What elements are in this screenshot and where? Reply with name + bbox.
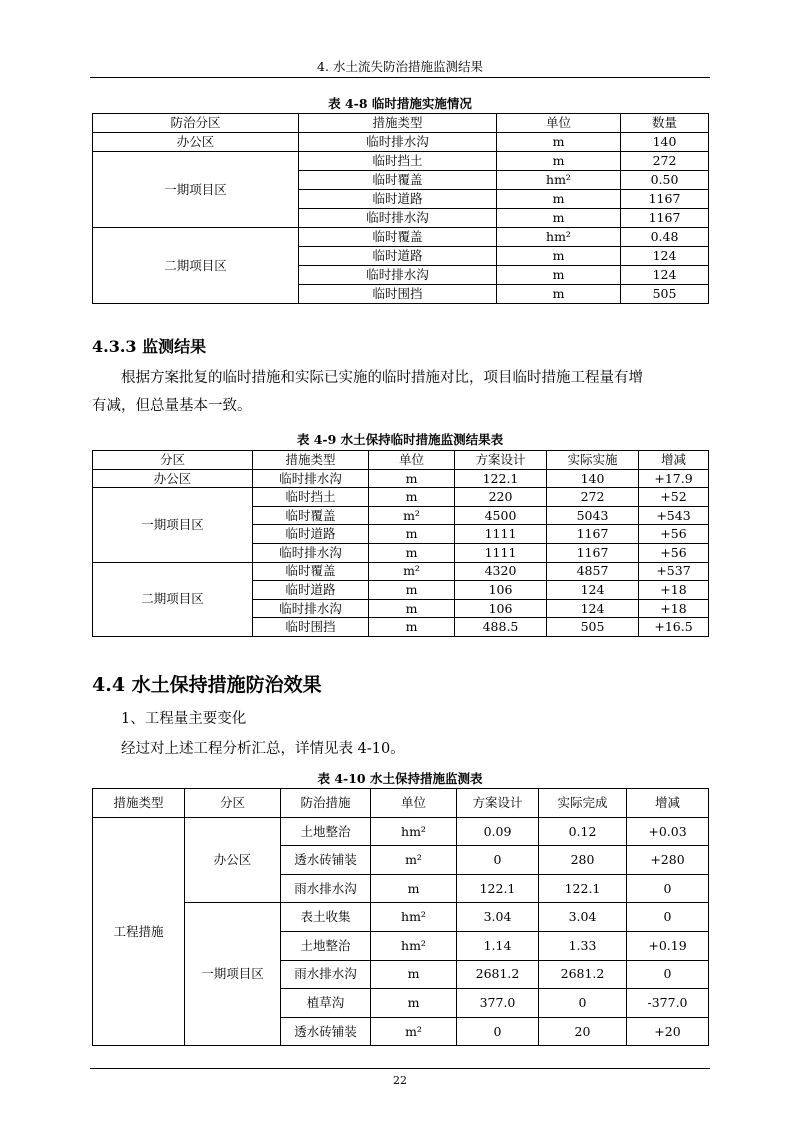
data-cell: m xyxy=(369,543,455,562)
column-header: 措施类型 xyxy=(253,451,369,470)
data-cell: 雨水排水沟 xyxy=(281,874,371,903)
data-cell: m xyxy=(497,133,621,152)
footer-rule xyxy=(90,1068,710,1069)
category-cell: 工程措施 xyxy=(93,817,185,1046)
table-4-8-caption: 表 4-8 临时措施实施情况 xyxy=(328,96,472,111)
column-header: 实际完成 xyxy=(539,789,627,818)
data-cell: m xyxy=(371,960,457,989)
data-cell: +0.19 xyxy=(627,931,709,960)
header-rule xyxy=(90,77,710,78)
data-cell: 0 xyxy=(627,960,709,989)
data-cell: +0.03 xyxy=(627,817,709,846)
data-cell: hm² xyxy=(497,171,621,190)
data-cell: 临时道路 xyxy=(299,190,497,209)
data-cell: 临时挡土 xyxy=(299,152,497,171)
data-cell: 临时围挡 xyxy=(253,618,369,637)
data-cell: -377.0 xyxy=(627,989,709,1018)
table-4-9-caption: 表 4-9 水土保持临时措施监测结果表 xyxy=(296,432,504,447)
data-cell: m² xyxy=(369,506,455,525)
data-cell: 临时道路 xyxy=(253,525,369,544)
table-4-9 xyxy=(92,450,709,637)
header-row xyxy=(93,451,709,470)
data-cell: 124 xyxy=(547,599,639,618)
data-cell: 0.50 xyxy=(621,171,709,190)
data-cell: +543 xyxy=(639,506,709,525)
data-cell: 0.09 xyxy=(457,817,539,846)
table-row xyxy=(93,903,709,932)
data-cell: 临时覆盖 xyxy=(299,228,497,247)
data-cell: m² xyxy=(371,846,457,875)
page-number: 22 xyxy=(393,1074,407,1087)
data-cell: +537 xyxy=(639,562,709,581)
data-cell: 临时排水沟 xyxy=(299,209,497,228)
data-cell: m² xyxy=(369,562,455,581)
table-row xyxy=(93,133,709,152)
data-cell: 280 xyxy=(539,846,627,875)
data-cell: 0 xyxy=(539,989,627,1018)
data-cell: 1167 xyxy=(547,525,639,544)
data-cell: hm² xyxy=(371,931,457,960)
column-header: 方案设计 xyxy=(457,789,539,818)
header-row xyxy=(93,789,709,818)
data-cell: 雨水排水沟 xyxy=(281,960,371,989)
data-cell: 临时排水沟 xyxy=(253,469,369,488)
data-cell: 488.5 xyxy=(455,618,547,637)
zone-cell: 办公区 xyxy=(93,469,253,488)
data-cell: 临时围挡 xyxy=(299,285,497,304)
data-cell: hm² xyxy=(371,817,457,846)
data-cell: 140 xyxy=(621,133,709,152)
data-cell: m xyxy=(497,152,621,171)
data-cell: 5043 xyxy=(547,506,639,525)
running-header: 4. 水土流失防治措施监测结果 xyxy=(317,59,483,74)
data-cell: 4857 xyxy=(547,562,639,581)
data-cell: 表土收集 xyxy=(281,903,371,932)
data-cell: 124 xyxy=(621,247,709,266)
column-header: 措施类型 xyxy=(93,789,185,818)
zone-cell: 一期项目区 xyxy=(93,152,299,228)
data-cell: 土地整治 xyxy=(281,817,371,846)
paragraph-line-2: 有减，但总量基本一致。 xyxy=(92,398,252,414)
data-cell: +17.9 xyxy=(639,469,709,488)
column-header: 措施类型 xyxy=(299,114,497,133)
paragraph-line-1: 根据方案批复的临时措施和实际已实施的临时措施对比，项目临时措施工程量有增 xyxy=(121,370,643,386)
table-row xyxy=(93,562,709,581)
data-cell: 1111 xyxy=(455,525,547,544)
data-cell: 122.1 xyxy=(455,469,547,488)
data-cell: 透水砖铺装 xyxy=(281,846,371,875)
data-cell: 临时排水沟 xyxy=(299,133,497,152)
data-cell: m xyxy=(497,209,621,228)
data-cell: 124 xyxy=(547,581,639,600)
data-cell: 140 xyxy=(547,469,639,488)
data-cell: 0 xyxy=(457,846,539,875)
data-cell: 1.33 xyxy=(539,931,627,960)
paragraph-summary: 经过对上述工程分析汇总，详情见表 4-10。 xyxy=(121,741,405,757)
data-cell: m xyxy=(497,247,621,266)
column-header: 分区 xyxy=(185,789,281,818)
data-cell: 0 xyxy=(627,874,709,903)
column-header: 方案设计 xyxy=(455,451,547,470)
data-cell: m xyxy=(369,525,455,544)
data-cell: 272 xyxy=(547,488,639,507)
data-cell: 1167 xyxy=(547,543,639,562)
column-header: 增减 xyxy=(639,451,709,470)
data-cell: 0 xyxy=(627,903,709,932)
data-cell: m xyxy=(369,581,455,600)
zone-cell: 一期项目区 xyxy=(93,488,253,562)
data-cell: 3.04 xyxy=(539,903,627,932)
data-cell: 272 xyxy=(621,152,709,171)
data-cell: +56 xyxy=(639,543,709,562)
table-row xyxy=(93,469,709,488)
table-4-10-caption: 表 4-10 水土保持措施监测表 xyxy=(317,771,483,786)
data-cell: m xyxy=(497,266,621,285)
data-cell: 377.0 xyxy=(457,989,539,1018)
zone-cell: 办公区 xyxy=(185,817,281,903)
data-cell: +18 xyxy=(639,581,709,600)
data-cell: 临时排水沟 xyxy=(253,543,369,562)
data-cell: 植草沟 xyxy=(281,989,371,1018)
column-header: 单位 xyxy=(371,789,457,818)
data-cell: 0 xyxy=(457,1017,539,1046)
data-cell: hm² xyxy=(371,903,457,932)
data-cell: 2681.2 xyxy=(539,960,627,989)
data-cell: 1167 xyxy=(621,190,709,209)
table-row xyxy=(93,817,709,846)
header-row xyxy=(93,114,709,133)
column-header: 实际实施 xyxy=(547,451,639,470)
data-cell: 临时覆盖 xyxy=(253,506,369,525)
table-4-10 xyxy=(92,788,709,1046)
data-cell: 土地整治 xyxy=(281,931,371,960)
data-cell: +16.5 xyxy=(639,618,709,637)
data-cell: m xyxy=(369,488,455,507)
data-cell: 0.12 xyxy=(539,817,627,846)
data-cell: 2681.2 xyxy=(457,960,539,989)
data-cell: 4500 xyxy=(455,506,547,525)
data-cell: m xyxy=(369,618,455,637)
data-cell: m xyxy=(497,190,621,209)
data-cell: 1.14 xyxy=(457,931,539,960)
table-row xyxy=(93,152,709,171)
data-cell: +52 xyxy=(639,488,709,507)
data-cell: m xyxy=(371,989,457,1018)
data-cell: +18 xyxy=(639,599,709,618)
data-cell: 临时道路 xyxy=(299,247,497,266)
data-cell: 临时挡土 xyxy=(253,488,369,507)
column-header: 分区 xyxy=(93,451,253,470)
data-cell: 临时道路 xyxy=(253,581,369,600)
table-row xyxy=(93,488,709,507)
data-cell: 临时排水沟 xyxy=(299,266,497,285)
data-cell: 3.04 xyxy=(457,903,539,932)
data-cell: 透水砖铺装 xyxy=(281,1017,371,1046)
data-cell: m xyxy=(371,874,457,903)
data-cell: 20 xyxy=(539,1017,627,1046)
data-cell: +20 xyxy=(627,1017,709,1046)
data-cell: 106 xyxy=(455,581,547,600)
data-cell: 4320 xyxy=(455,562,547,581)
data-cell: 220 xyxy=(455,488,547,507)
list-item-1: 1、工程量主要变化 xyxy=(121,711,247,727)
data-cell: hm² xyxy=(497,228,621,247)
column-header: 防治分区 xyxy=(93,114,299,133)
data-cell: m xyxy=(497,285,621,304)
data-cell: 122.1 xyxy=(539,874,627,903)
column-header: 增减 xyxy=(627,789,709,818)
data-cell: 0.48 xyxy=(621,228,709,247)
section-heading-4-3-3: 4.3.3 监测结果 xyxy=(92,337,207,356)
table-row xyxy=(93,228,709,247)
column-header: 数量 xyxy=(621,114,709,133)
data-cell: 505 xyxy=(547,618,639,637)
data-cell: m xyxy=(369,469,455,488)
zone-cell: 办公区 xyxy=(93,133,299,152)
data-cell: 临时覆盖 xyxy=(253,562,369,581)
data-cell: 临时排水沟 xyxy=(253,599,369,618)
zone-cell: 一期项目区 xyxy=(185,903,281,1046)
section-heading-4-4: 4.4 水土保持措施防治效果 xyxy=(92,674,322,696)
data-cell: m² xyxy=(371,1017,457,1046)
data-cell: 1167 xyxy=(621,209,709,228)
data-cell: 505 xyxy=(621,285,709,304)
zone-cell: 二期项目区 xyxy=(93,228,299,304)
paragraph-monitoring-result xyxy=(92,364,712,420)
data-cell: m xyxy=(369,599,455,618)
table-4-8 xyxy=(92,113,709,304)
data-cell: 122.1 xyxy=(457,874,539,903)
data-cell: 1111 xyxy=(455,543,547,562)
data-cell: +280 xyxy=(627,846,709,875)
data-cell: 106 xyxy=(455,599,547,618)
data-cell: 124 xyxy=(621,266,709,285)
column-header: 单位 xyxy=(369,451,455,470)
column-header: 单位 xyxy=(497,114,621,133)
data-cell: +56 xyxy=(639,525,709,544)
column-header: 防治措施 xyxy=(281,789,371,818)
data-cell: 临时覆盖 xyxy=(299,171,497,190)
zone-cell: 二期项目区 xyxy=(93,562,253,636)
